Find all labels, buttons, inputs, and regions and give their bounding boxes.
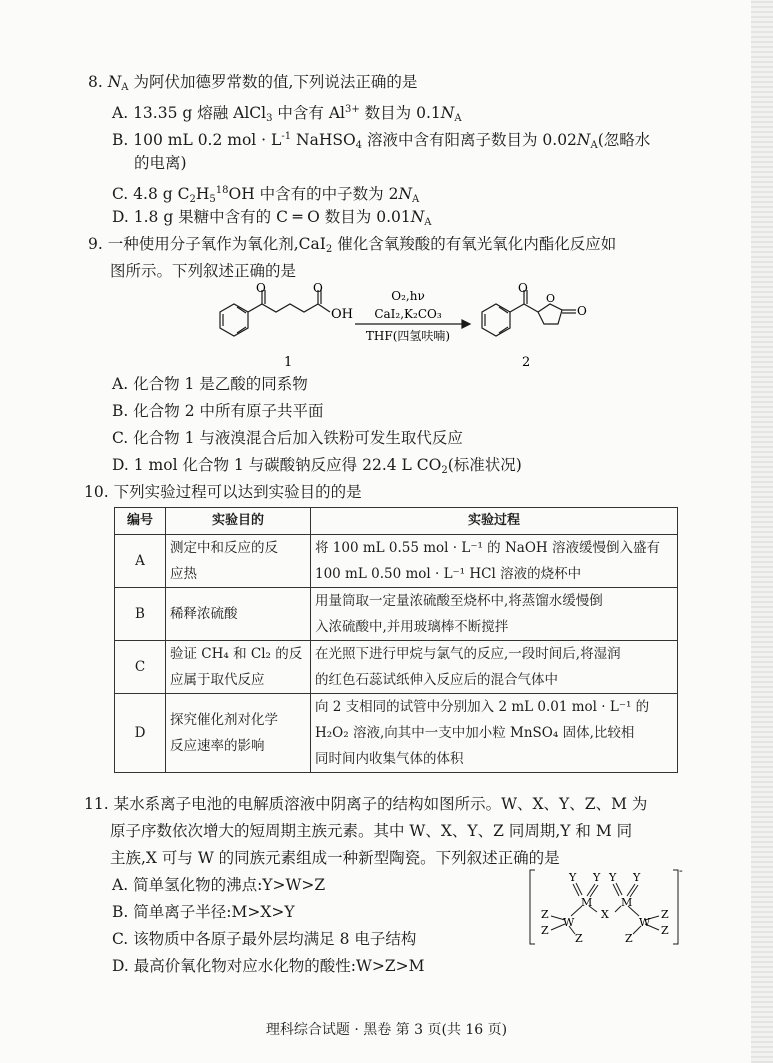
struct-x: X (601, 908, 609, 921)
q11-stem: 11. 某水系离子电池的电解质溶液中阴离子的结构如图所示。W、X、Y、Z、M 为 (84, 795, 648, 813)
q8-option-d: D. 1.8 g 果糖中含有的 C ═ O 数目为 $0.01N_A$ (112, 208, 432, 228)
scan-edge (751, 0, 773, 1063)
q9-option-c: C. 化合物 1 与液溴混合后加入铁粉可发生取代反应 (112, 429, 463, 447)
struct-y4: Y (633, 871, 641, 884)
q9-number: 9. (88, 235, 103, 253)
struct-z5: Z (661, 908, 669, 921)
carbonyl-o-label: O (577, 304, 587, 318)
q9-stem: 9. 一种使用分子氧作为氧化剂,CaI$_2$ 催化含氧羧酸的有氧光氧化内酯化反应如 (88, 235, 617, 255)
struct-z6: Z (661, 924, 669, 937)
struct-m2: M (621, 896, 633, 909)
struct-y1: Y (569, 871, 577, 884)
struct-z3: Z (575, 932, 583, 945)
q8-option-b: B. 100 mL 0.2 mol · $L^{-1}$ NaHSO$_4$ 溶液中含有阳离子数目为 $0.02N_A$(忽略水 (112, 131, 651, 151)
q10-stem: 10. 下列实验过程可以达到实验目的的是 (84, 483, 362, 501)
q9-option-d: D. 1 mol 化合物 1 与碳酸钠反应得 22.4 L $CO_2$(标准状况) (112, 456, 522, 476)
anion-structure (527, 866, 687, 948)
struct-w2: W (639, 916, 651, 929)
experiment-table (114, 507, 678, 773)
q8-option-a: A. 13.35 g 熔融 AlCl$_3$ 中含有 $Al^{3+}$ 数目为 $0.1N_A$ (112, 104, 462, 124)
reagent-mid: CaI₂,K₂CO₃ (374, 307, 442, 321)
q11-stem-line2: 原子序数依次增大的短周期主族元素。其中 W、X、Y、Z 同周期,Y 和 M 同 (110, 822, 633, 840)
oh-label: OH (331, 307, 353, 322)
q11-option-a: A. 简单氢化物的沸点:Y>W>Z (112, 876, 326, 894)
q8-option-c: C. 4.8 g $C_2H_5^{18}OH$ 中含有的中子数为 $2N_A$ (112, 185, 420, 205)
q11-option-c: C. 该物质中各原子最外层均满足 8 电子结构 (112, 930, 417, 948)
q11-stem-line3: 主族,X 可与 W 的同族元素组成一种新型陶瓷。下列叙述正确的是 (110, 849, 560, 867)
struct-y3: Y (609, 871, 617, 884)
ketone-o-label: O (256, 282, 266, 295)
q9-option-b: B. 化合物 2 中所有原子共平面 (112, 402, 324, 420)
struct-z2: Z (541, 924, 549, 937)
table-row: A 测定中和反应的反 应热 将 100 mL 0.55 mol · L⁻¹ 的 NaOH 溶液缓慢倒入盛有 100 mL 0.50 mol · L⁻¹ HCl 溶液的烧杯中 (115, 535, 678, 588)
q11-option-b: B. 简单离子半径:M>X>Y (112, 903, 295, 921)
q8-stem: 8. $N_A$ 为阿伏加德罗常数的值,下列说法正确的是 (88, 73, 418, 93)
struct-w1: W (563, 916, 575, 929)
header-process: 实验过程 (311, 508, 678, 535)
q11-option-d: D. 最高价氧化物对应水化物的酸性:W>Z>M (112, 957, 425, 975)
header-goal: 实验目的 (166, 508, 311, 535)
struct-z1: Z (541, 908, 549, 921)
q8-option-b-cont: 的电离) (134, 154, 187, 172)
ring-o-label: O (546, 292, 556, 305)
reagent-top: O₂,hν (391, 289, 425, 303)
compound-2-label: 2 (522, 355, 531, 370)
compound-1-label: 1 (284, 355, 293, 370)
q9-option-a: A. 化合物 1 是乙酸的同系物 (112, 375, 308, 393)
product-o-label: O (518, 282, 528, 295)
reaction-scheme (200, 282, 600, 374)
header-id: 编号 (115, 508, 166, 535)
q11-number: 11. (84, 795, 109, 813)
acid-o-label: O (313, 282, 323, 295)
table-header-row (115, 508, 678, 535)
struct-charge: - (679, 866, 683, 877)
reagent-bottom: THF(四氢呋喃) (365, 329, 451, 343)
q9-stem-cont: 图所示。下列叙述正确的是 (110, 262, 297, 280)
table-row: C 验证 CH₄ 和 Cl₂ 的反 应属于取代反应 在光照下进行甲烷与氯气的反应,一段时间后,将湿润 的红色石蕊试纸伸入反应后的混合气体中 (115, 641, 678, 694)
table-row: B 稀释浓硫酸 用量筒取一定量浓硫酸至烧杯中,将蒸馏水缓慢倒 入浓硫酸中,并用玻璃棒不断搅拌 (115, 588, 678, 641)
q10-number: 10. (84, 483, 109, 501)
table-row: D 探究催化剂对化学 反应速率的影响 向 2 支相同的试管中分别加入 2 mL 0.01 mol · L⁻¹ 的 H₂O₂ 溶液,向其中一支中加小粒 MnSO₄ 固体,比较相 同时间内收集气体的体积 (115, 694, 678, 773)
struct-y2: Y (593, 871, 601, 884)
q8-number: 8. (88, 73, 103, 91)
page-footer: 理科综合试题 · 黑卷 第 3 页(共 16 页) (265, 1022, 508, 1038)
struct-z4: Z (625, 932, 633, 945)
struct-m1: M (581, 896, 593, 909)
